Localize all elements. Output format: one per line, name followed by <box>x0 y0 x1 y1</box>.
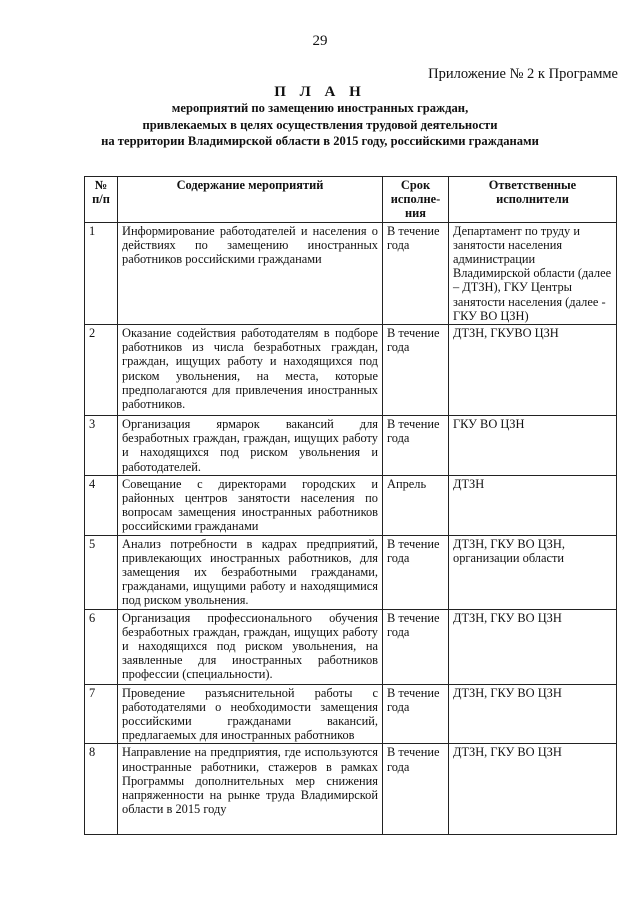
row-term: В течение года <box>383 684 449 744</box>
row-executors: ДТЗН, ГКУВО ЦЗН <box>449 325 617 416</box>
row-num: 8 <box>85 744 118 835</box>
table-row <box>85 222 617 324</box>
table-row <box>85 416 617 476</box>
row-term: В течение года <box>383 222 449 324</box>
row-executors: ДТЗН, ГКУ ВО ЦЗН, организации области <box>449 535 617 609</box>
row-executors: ГКУ ВО ЦЗН <box>449 416 617 476</box>
table-row <box>85 475 617 535</box>
row-content: Проведение разъяснительной работы с работодателями о необходимости замещения российскими гражданами вакансий, предлагаемых для иностранных работников <box>118 684 383 744</box>
row-term: В течение года <box>383 744 449 835</box>
row-term: В течение года <box>383 535 449 609</box>
document-title: П Л А Н <box>274 84 366 100</box>
table-header-row <box>85 177 617 223</box>
document-subtitle <box>0 100 640 150</box>
row-content: Информирование работодателей и населения о действиях по замещению иностранных работников российскими гражданами <box>118 222 383 324</box>
row-num: 7 <box>85 684 118 744</box>
row-num: 2 <box>85 325 118 416</box>
row-num: 5 <box>85 535 118 609</box>
header-executors: Ответственные исполнители <box>449 177 617 223</box>
subtitle-line: мероприятий по замещению иностранных граждан, <box>171 101 469 115</box>
row-term: В течение года <box>383 609 449 684</box>
subtitle-line: на территории Владимирской области в 2015 году, российскими гражданами <box>101 134 539 148</box>
page-number: 29 <box>312 33 328 49</box>
row-content: Совещание с директорами городских и районных центров занятости населения по вопросам замещения иностранных работников российскими гражданами <box>118 475 383 535</box>
header-num: № п/п <box>85 177 118 223</box>
row-content: Анализ потребности в кадрах предприятий, привлекающих иностранных работников, для замещения их безработными гражданами, гражданами, ищущими работу и находящимися под риском увольнения. <box>118 535 383 609</box>
table-row <box>85 609 617 684</box>
table-row <box>85 325 617 416</box>
appendix-label: Приложение № 2 к Программе <box>428 66 618 82</box>
row-content: Оказание содействия работодателям в подборе работников из числа безработных граждан, граждан, ищущих работу и находящихся под риском увольнения, на места, которые предполагаются для привлечения иностранных работников. <box>118 325 383 416</box>
plan-table <box>84 176 617 835</box>
table-row <box>85 535 617 609</box>
row-content: Организация профессионального обучения безработных граждан, граждан, ищущих работу и находящихся под риском увольнения, на заявленные для иностранных работников профессии (специальности). <box>118 609 383 684</box>
header-term: Срок исполне-ния <box>383 177 449 223</box>
row-num: 6 <box>85 609 118 684</box>
row-num: 4 <box>85 475 118 535</box>
row-executors: ДТЗН, ГКУ ВО ЦЗН <box>449 609 617 684</box>
row-executors: Департамент по труду и занятости населения администрации Владимирской области (далее – ДТЗН), ГКУ Центры занятости населения (далее - ГКУ ВО ЦЗН) <box>449 222 617 324</box>
header-content: Содержание мероприятий <box>118 177 383 223</box>
row-term: Апрель <box>383 475 449 535</box>
row-num: 3 <box>85 416 118 476</box>
row-term: В течение года <box>383 325 449 416</box>
table-row <box>85 744 617 835</box>
row-num: 1 <box>85 222 118 324</box>
row-content: Направление на предприятия, где используются иностранные работники, стажеров в рамках Программы дополнительных мер снижения напряженности на рынке труда Владимирской области в 2015 году <box>118 744 383 835</box>
row-executors: ДТЗН, ГКУ ВО ЦЗН <box>449 684 617 744</box>
table-row <box>85 684 617 744</box>
row-executors: ДТЗН <box>449 475 617 535</box>
row-term: В течение года <box>383 416 449 476</box>
row-content: Организация ярмарок вакансий для безработных граждан, граждан, ищущих работу и находящихся под риском увольнения и работодателей. <box>118 416 383 476</box>
subtitle-line: привлекаемых в целях осуществления трудовой деятельности <box>142 117 498 132</box>
row-executors: ДТЗН, ГКУ ВО ЦЗН <box>449 744 617 835</box>
